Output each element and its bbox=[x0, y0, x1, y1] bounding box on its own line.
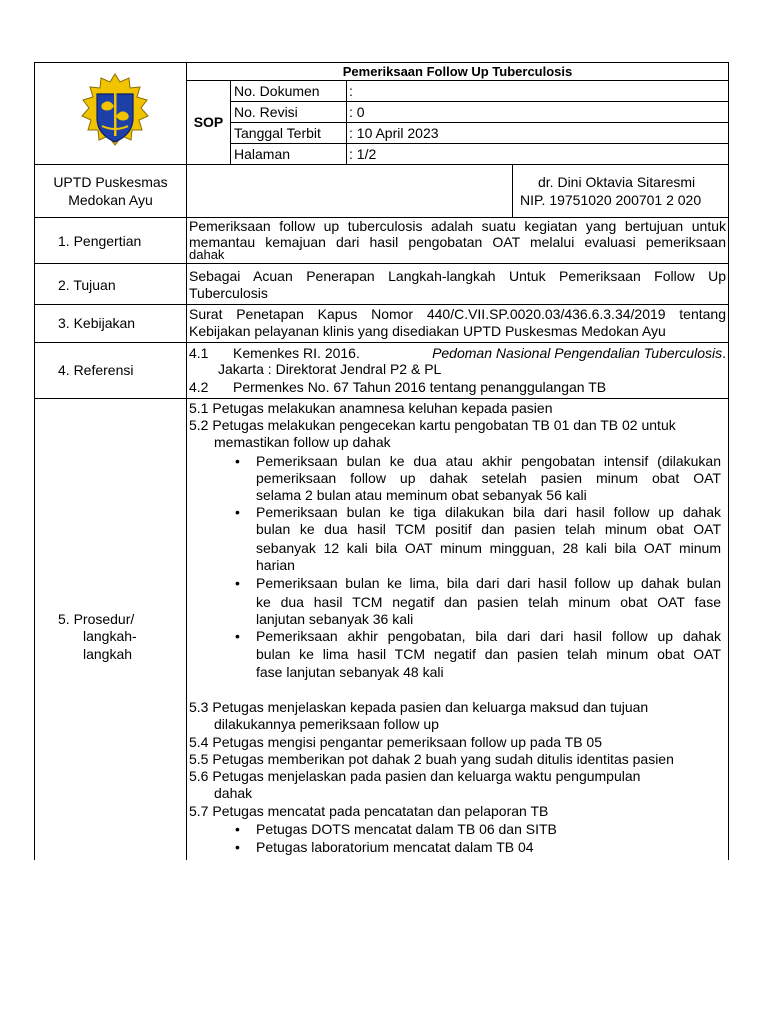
pengertian-text-line: memantau kemajuan dari hasil pengobatan OAT melalui evaluasi pemeriksaan bbox=[189, 234, 726, 250]
referensi-item bbox=[233, 345, 726, 362]
pengertian-text-line: Pemeriksaan follow up tuberculosis adalah suatu kegiatan yang bertujuan untuk bbox=[189, 218, 726, 234]
sop-label: SOP bbox=[193, 114, 224, 130]
prosedur-step-cont: memastikan follow up dahak bbox=[214, 434, 391, 450]
document-title: Pemeriksaan Follow Up Tuberculosis bbox=[342, 64, 573, 79]
referensi-source: Kemenkes RI. 2016. bbox=[233, 345, 360, 361]
bullet-text: fase lanjutan sebanyak 48 kali bbox=[256, 664, 444, 680]
bullet-icon: • bbox=[235, 839, 240, 855]
tujuan-text-line: Tuberculosis bbox=[189, 285, 268, 301]
tujuan-text-line: Sebagai Acuan Penerapan Langkah-langkah Untuk Pemeriksaan Follow Up bbox=[189, 268, 726, 284]
referensi-item: Permenkes No. 67 Tahun 2016 tentang penanggulangan TB bbox=[233, 379, 607, 395]
prosedur-step: 5.4 Petugas mengisi pengantar pemeriksaan follow up pada TB 05 bbox=[189, 734, 603, 750]
pengertian-text-line: dahak bbox=[189, 247, 225, 262]
tanggal-terbit-value: : 10 April 2023 bbox=[349, 125, 439, 141]
org-name-line1: UPTD Puskesmas bbox=[53, 174, 168, 190]
kebijakan-label: 3. Kebijakan bbox=[58, 315, 136, 331]
bullet-text: pemeriksaan follow up dahak setelah pasien minum obat OAT bbox=[256, 470, 721, 486]
bullet-text: lanjutan sebanyak 36 kali bbox=[256, 611, 414, 627]
row-divider bbox=[34, 164, 729, 165]
signer-nip: NIP. 19751020 200701 2 020 bbox=[520, 192, 702, 208]
header-row-divider bbox=[230, 101, 729, 102]
prosedur-label: langkah- bbox=[83, 628, 137, 644]
tujuan-label: 2. Tujuan bbox=[58, 277, 116, 293]
row-divider bbox=[34, 304, 729, 305]
referensi-number: 4.1 bbox=[189, 345, 209, 361]
bullet-text: ke dua hasil TCM negatif dan pasien telah minum obat OAT fase bbox=[256, 594, 721, 610]
tanggal-terbit-label: Tanggal Terbit bbox=[234, 125, 321, 141]
row-divider bbox=[34, 263, 729, 264]
row-divider bbox=[34, 398, 729, 399]
referensi-label: 4. Referensi bbox=[58, 362, 134, 378]
bullet-text: bulan ke dua hasil TCM positif dan pasien telah minum obat OAT bbox=[256, 521, 721, 537]
title-divider bbox=[186, 80, 729, 81]
bullet-icon: • bbox=[235, 453, 240, 469]
bullet-text: Pemeriksaan bulan ke lima, bila dari dari hasil follow up dahak bulan bbox=[256, 575, 721, 591]
prosedur-step: 5.5 Petugas memberikan pot dahak 2 buah yang sudah ditulis identitas pasien bbox=[189, 751, 674, 767]
referensi-publisher: Jakarta : Direktorat Jendral P2 & PL bbox=[218, 361, 442, 377]
referensi-number: 4.2 bbox=[189, 379, 209, 395]
prosedur-step: 5.6 Petugas menjelaskan pada pasien dan keluarga waktu pengumpulan bbox=[189, 768, 641, 784]
bullet-text: sebanyak 12 kali bila OAT minum mingguan, 28 kali bila OAT minum bbox=[256, 540, 721, 556]
bullet-text: Pemeriksaan akhir pengobatan, bila dari dari hasil follow up dahak bbox=[256, 628, 721, 644]
prosedur-step: 5.1 Petugas melakukan anamnesa keluhan kepada pasien bbox=[189, 400, 553, 416]
bullet-text: Petugas DOTS mencatat dalam TB 06 dan SITB bbox=[256, 821, 557, 837]
bullet-text: Petugas laboratorium mencatat dalam TB 04 bbox=[256, 839, 534, 855]
prosedur-label: 5. Prosedur/ bbox=[58, 611, 135, 627]
row-divider bbox=[34, 342, 729, 343]
halaman-label: Halaman bbox=[234, 146, 291, 162]
kebijakan-text-line: Surat Penetapan Kapus Nomor 440/C.VII.SP.0020.03/436.6.3.34/2019 tentang bbox=[189, 306, 726, 322]
no-revisi-label: No. Revisi bbox=[234, 104, 298, 120]
prosedur-step: 5.3 Petugas menjelaskan kepada pasien dan keluarga maksud dan tujuan bbox=[189, 699, 649, 715]
kebijakan-text-line: Kebijakan pelayanan klinis yang disediakan UPTD Puskesmas Medokan Ayu bbox=[189, 323, 666, 339]
bullet-text: bulan ke lima hasil TCM negatif dan pasien telah minum obat OAT bbox=[256, 646, 721, 662]
header-row-divider bbox=[230, 122, 729, 123]
bullet-text: selama 2 bulan atau meminum obat sebanyak 56 kali bbox=[256, 487, 587, 503]
pengertian-label: 1. Pengertian bbox=[58, 233, 142, 249]
table-column-divider bbox=[186, 62, 187, 860]
bullet-text: harian bbox=[256, 557, 295, 573]
bullet-text: Pemeriksaan bulan ke dua atau akhir pengobatan intensif (dilakukan bbox=[256, 453, 721, 469]
prosedur-label: langkah bbox=[83, 646, 133, 662]
bullet-icon: • bbox=[235, 628, 240, 644]
no-revisi-value: : 0 bbox=[349, 104, 365, 120]
bullet-icon: • bbox=[235, 504, 240, 520]
no-dokumen-label: No. Dokumen bbox=[234, 83, 320, 99]
prosedur-step-cont: dilakukannya pemeriksaan follow up bbox=[214, 716, 439, 732]
referensi-book-title: Pedoman Nasional Pengendalian Tuberculosis bbox=[432, 345, 723, 361]
header-row-divider bbox=[230, 143, 729, 144]
surabaya-crest-icon bbox=[80, 72, 150, 154]
signature-divider bbox=[512, 164, 513, 218]
halaman-value: : 1/2 bbox=[349, 146, 377, 162]
prosedur-step: 5.2 Petugas melakukan pengecekan kartu pengobatan TB 01 dan TB 02 untuk bbox=[189, 417, 676, 433]
bullet-icon: • bbox=[235, 821, 240, 837]
prosedur-step: 5.7 Petugas mencatat pada pencatatan dan pelaporan TB bbox=[189, 803, 549, 819]
table-border-right bbox=[728, 62, 729, 860]
prosedur-step-cont: dahak bbox=[214, 785, 253, 801]
bullet-text: Pemeriksaan bulan ke tiga dilakukan bila dari hasil follow up dahak bbox=[256, 504, 721, 520]
referensi-punct: . bbox=[722, 345, 726, 361]
org-name-line2: Medokan Ayu bbox=[68, 192, 153, 208]
no-dokumen-value: : bbox=[349, 83, 353, 99]
signer-name: dr. Dini Oktavia Sitaresmi bbox=[538, 174, 696, 190]
bullet-icon: • bbox=[235, 575, 240, 591]
